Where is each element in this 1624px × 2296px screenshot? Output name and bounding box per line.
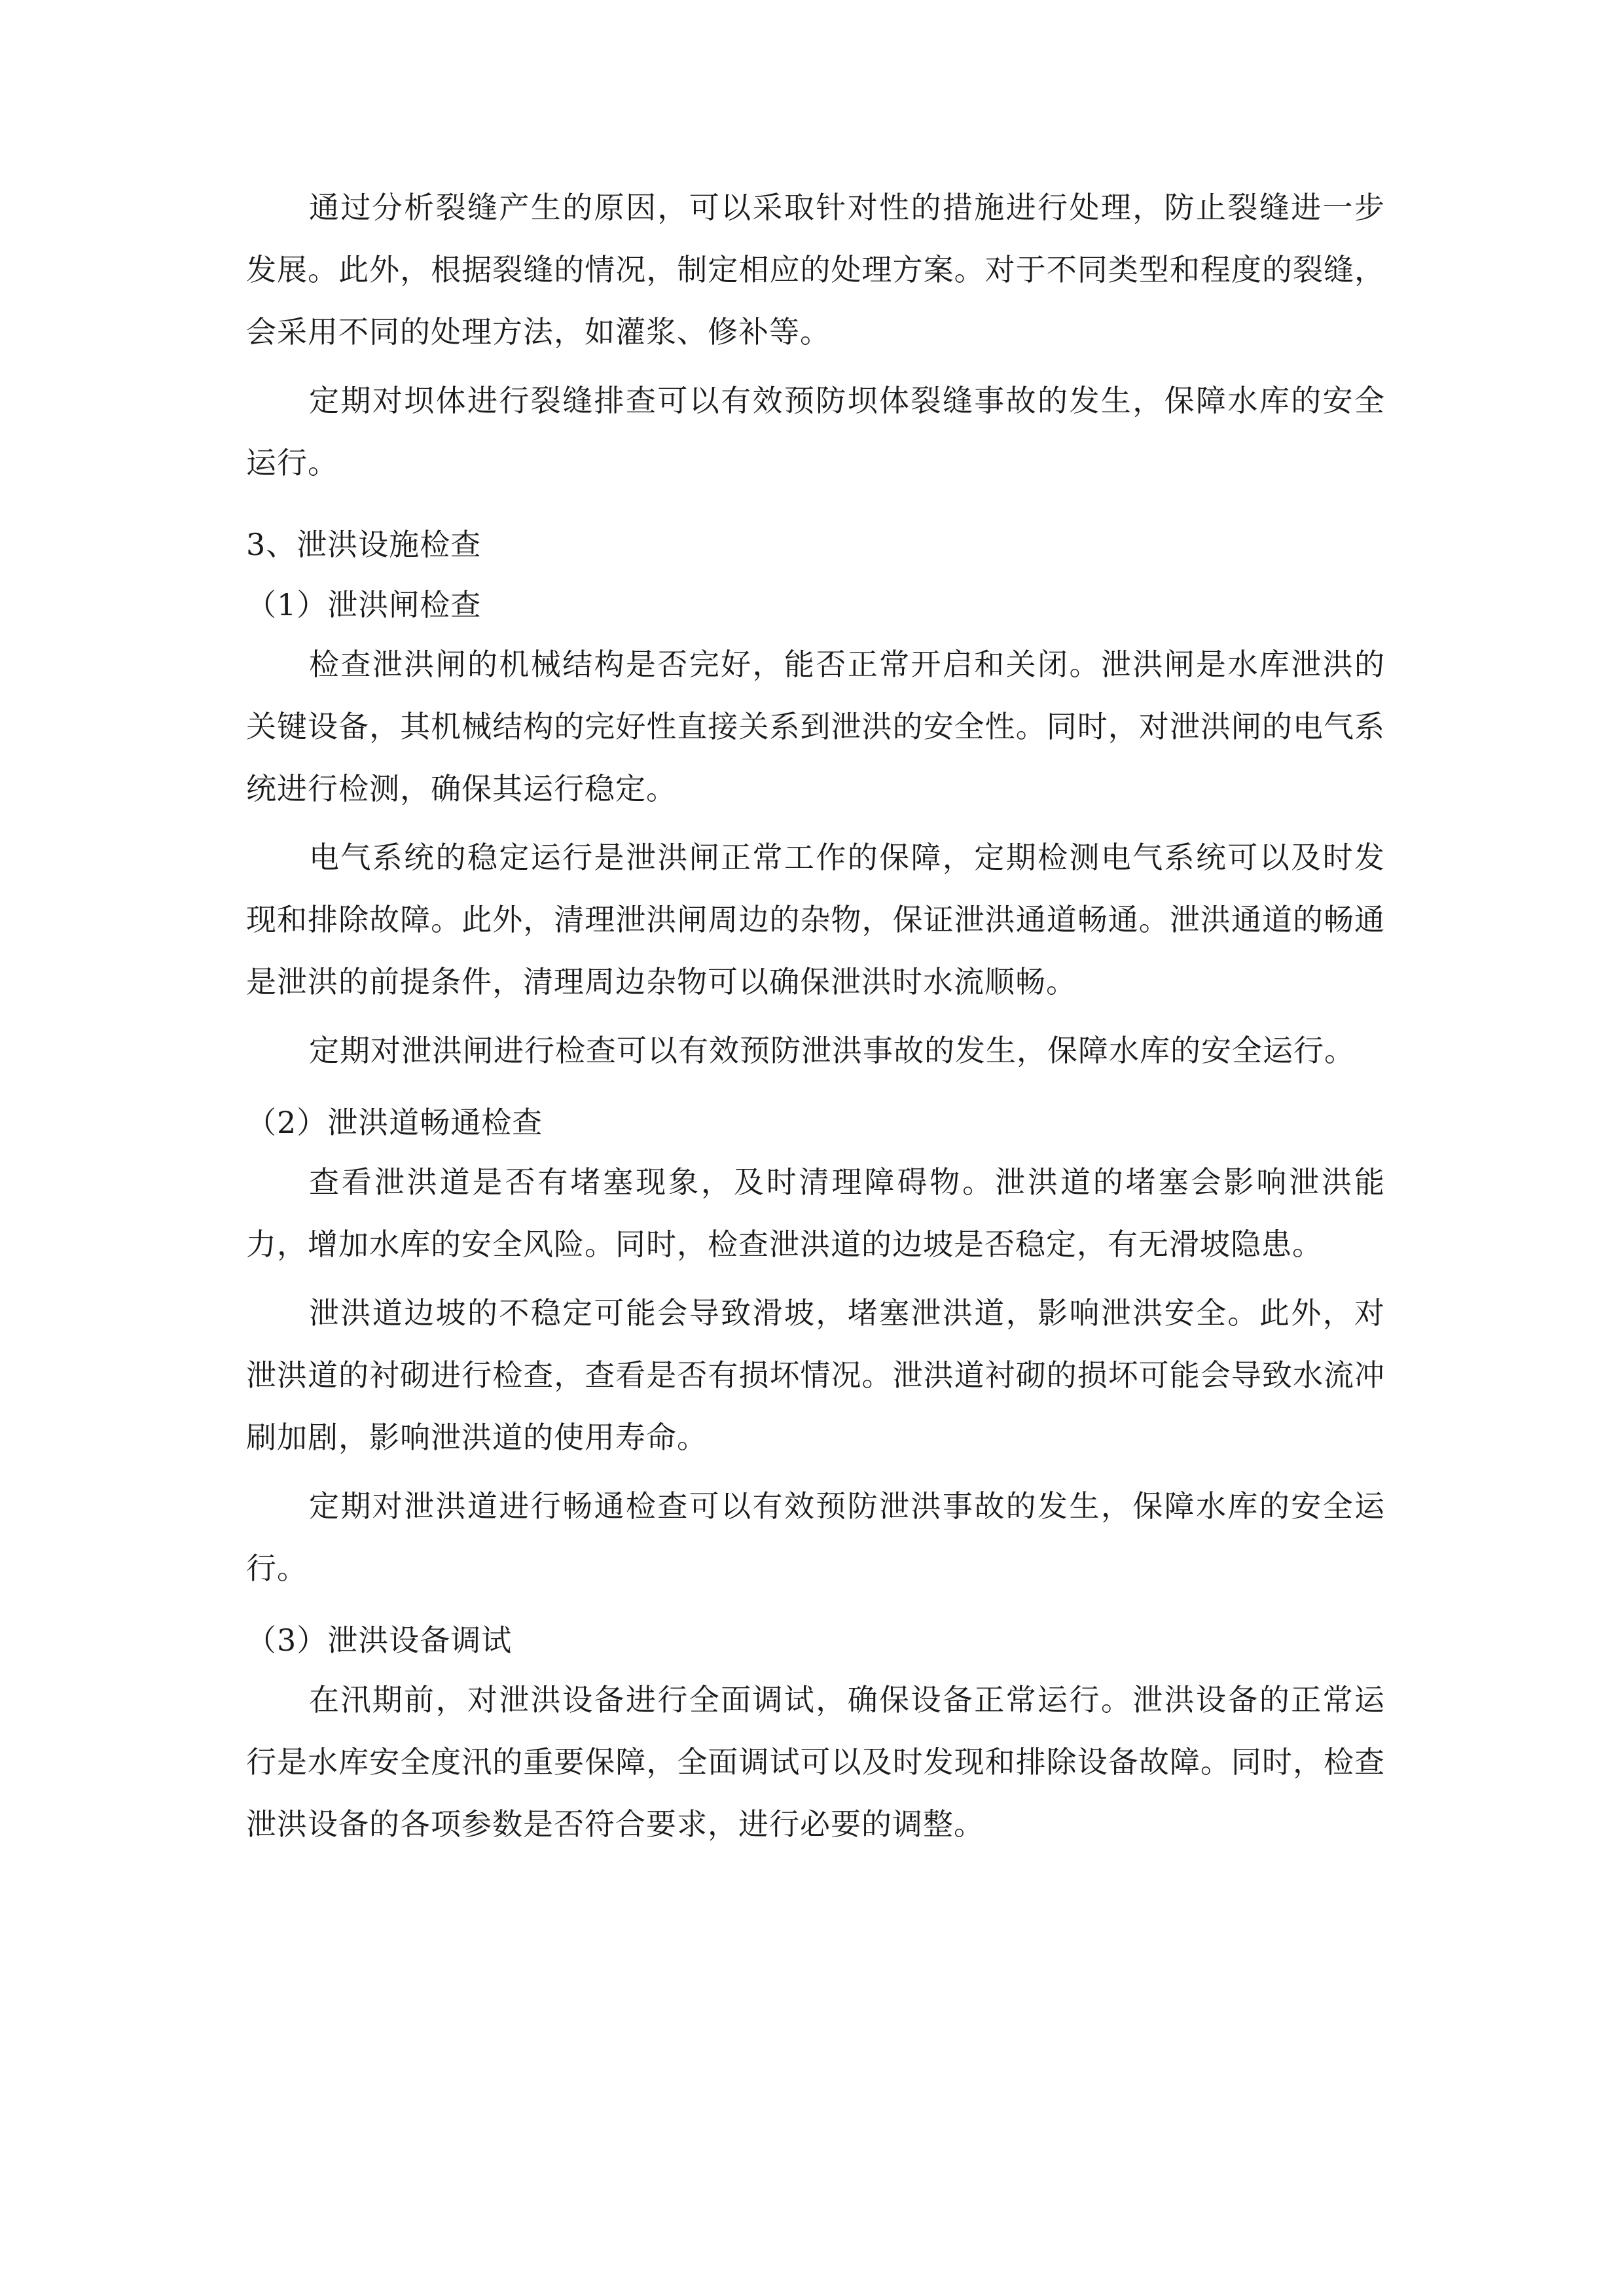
subsection-heading-sluice-gate: （1）泄洪闸检查 [246,587,482,622]
subsection-heading-equipment-debug: （3）泄洪设备调试 [246,1623,513,1658]
subsection-heading-spillway: （2）泄洪道畅通检查 [246,1105,543,1140]
paragraph-sluice-summary: 定期对泄洪闸进行检查可以有效预防泄洪事故的发生，保障水库的安全运行。 [309,1033,1355,1068]
paragraph-equipment-debug: 在汛期前，对泄洪设备进行全面调试，确保设备正常运行。泄洪设备的正常运行是水库安全度汛的重要保障，全面调试可以及时发现和排除设备故障。同时，检查泄洪设备的各项参数是否符合要求，进行必要的调整。 [246,1682,1385,1842]
section-heading-flood-discharge: 3、泄洪设施检查 [246,527,482,562]
document-body [246,177,1385,1856]
paragraph-spillway-slope: 泄洪道边坡的不稳定可能会导致滑坡，堵塞泄洪道，影响泄洪安全。此外，对泄洪道的衬砌进行检查，查看是否有损坏情况。泄洪道衬砌的损坏可能会导致水流冲刷加剧，影响泄洪道的使用寿命。 [246,1295,1385,1455]
paragraph-sluice-electrical: 电气系统的稳定运行是泄洪闸正常工作的保障，定期检测电气系统可以及时发现和排除故障。此外，清理泄洪闸周边的杂物，保证泄洪通道畅通。泄洪通道的畅通是泄洪的前提条件，清理周边杂物可以确保泄洪时水流顺畅。 [246,840,1385,999]
paragraph-spillway-blockage: 查看泄洪道是否有堵塞现象，及时清理障碍物。泄洪道的堵塞会影响泄洪能力，增加水库的安全风险。同时，检查泄洪道的边坡是否稳定，有无滑坡隐患。 [246,1164,1385,1262]
paragraph-sluice-mechanical: 检查泄洪闸的机械结构是否完好，能否正常开启和关闭。泄洪闸是水库泄洪的关键设备，其机械结构的完好性直接关系到泄洪的安全性。同时，对泄洪闸的电气系统进行检测，确保其运行稳定。 [246,647,1385,806]
paragraph-crack-inspection-summary: 定期对坝体进行裂缝排查可以有效预防坝体裂缝事故的发生，保障水库的安全运行。 [246,383,1385,480]
paragraph-spillway-summary: 定期对泄洪道进行畅通检查可以有效预防泄洪事故的发生，保障水库的安全运行。 [246,1488,1385,1586]
paragraph-crack-treatment: 通过分析裂缝产生的原因，可以采取针对性的措施进行处理，防止裂缝进一步发展。此外，根据裂缝的情况，制定相应的处理方案。对于不同类型和程度的裂缝，会采用不同的处理方法，如灌浆、修补等。 [246,190,1385,350]
